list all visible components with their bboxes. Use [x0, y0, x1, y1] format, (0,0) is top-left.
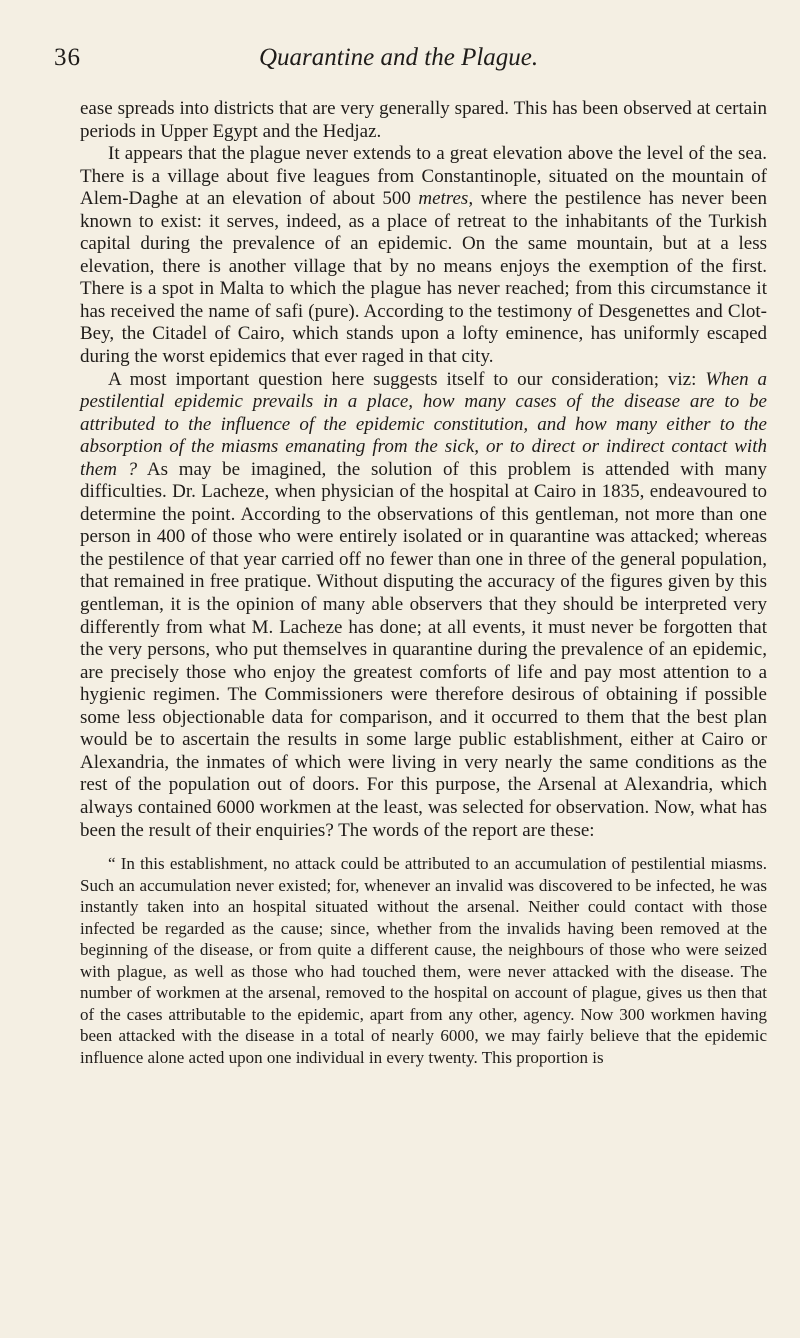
paragraph-text: It appears that the plague never extends to a great elevation above the level of the sea. There is a village about five leagues from Constantinople, situated on the mountain of Alem-Daghe at an elevation of about 500 [80, 143, 767, 210]
report-quotation: “ In this establishment, no attack could be attributed to an accumulation of pestilential miasms. Such an accumulation never existed; for, whenever an invalid was discovered to be infected, he was instantly taken into an hospital situated without the arsenal. Neither could contact with those infected be regarded as the cause; since, whether from the invalids having been removed at the beginning of the disease, or from quite a different cause, the neighbours of those who were seized with plague, as well as those who had touched them, were never attacked with the disease. The number of workmen at the arsenal, removed to the hospital on account of plague, gives us then that of the cases attributable to the epidemic, apart from any other, agency. Now 300 workmen having been attacked with the disease in a total of nearly 6000, we may fairly believe that the epidemic influence alone acted upon one individual in every twenty. This proportion is [80, 854, 767, 1067]
page-number: 36 [54, 44, 81, 71]
italic-term: metres, [418, 188, 474, 210]
paragraph-text: where the pestilence has never been known to exist: it serves, indeed, as a place of retreat to the inhabitants of the Turkish capital during the prevalence of an epidemic. On the same mountain, but at a less elevation, there is another village that by no means enjoys the exemption of the first. There is a spot in Malta to which the plague has never reached; from this circumstance it has received the name of safi (pure). According to the testimony of Desgenettes and Clot-Bey, the Citadel of Cairo, which stands upon a lofty eminence, has uniformly escaped during the worst epidemics that ever raged in that city. [80, 188, 767, 368]
running-title: Quarantine and the Plague. [259, 44, 539, 71]
paragraph-text: A most important question here suggests itself to our consideration; viz: [108, 368, 706, 390]
italic-question: When a pestilential epidemic prevails in a place, how many cases of the disease are to be attributed to the influence of the epidemic constitution, and how many either to the absorption of the miasms emanating from the sick, or to direct or indirect contact with them ? [80, 368, 767, 480]
running-header [54, 44, 774, 84]
paragraph-text: As may be imagined, the solution of this problem is attended with many difficulties. Dr. Lacheze, when physician of the hospital at Cairo in 1835, endeavoured to determine the point. According to the observations of this gentleman, not more than one person in 400 of those who were entirely isolated or in quarantine was attacked; whereas the pestilence of that year carried off no fewer than one in three of the general population, that remained in free pratique. Without disputing the accuracy of the figures given by this gentleman, it is the opinion of many able observers that they should be interpreted very differently from what M. Lacheze has done; at all events, it must never be forgotten that the very persons, who put themselves in quarantine during the prevalence of an epidemic, are precisely those who enjoy the greatest comforts of life and pay most attention to a hygienic regimen. The Commissioners were therefore desirous of obtaining if possible some less objectionable data for comparison, and it occurred to them that the best plan would be to ascertain the results in some large public establishment, either at Cairo or Alexandria, the inmates of which were living in very nearly the same conditions as the rest of the population out of doors. For this purpose, the Arsenal at Alexandria, which always contained 6000 workmen at the least, was selected for observation. Now, what has been the result of their enquiries? The words of the report are these: [80, 458, 767, 841]
paragraph-continuation: ease spreads into districts that are very generally spared. This has been observed at certain periods in Upper Egypt and the Hedjaz. [80, 98, 767, 142]
paragraph-question [80, 369, 767, 842]
body-text [80, 98, 767, 1068]
paragraph-elevation [80, 143, 767, 368]
